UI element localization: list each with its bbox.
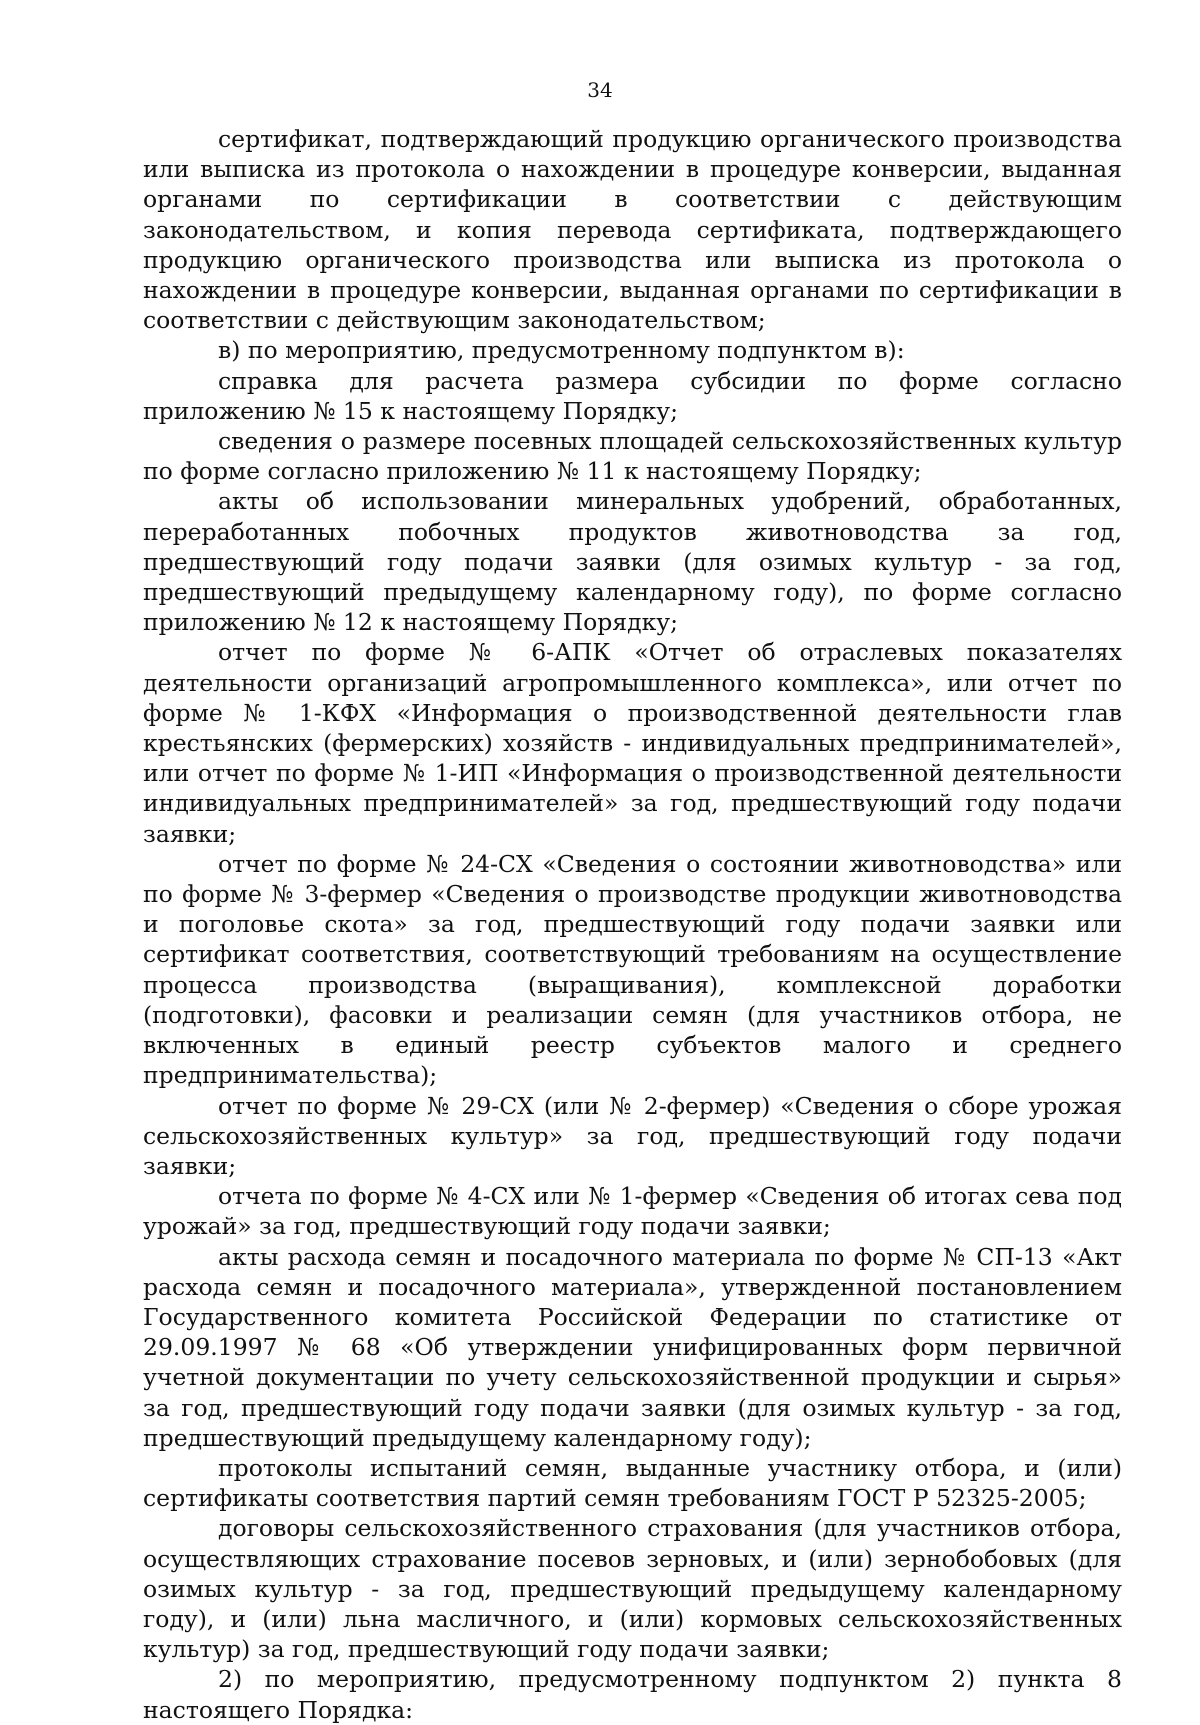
paragraph-seed-usage-acts: акты расхода семян и посадочного материала по форме № СП-13 «Акт расхода семян и посадочного материала», утвержденной постановлением Государственного комитета Российской Федерации по статистике от 29.09.1997 № 68 «Об утверждении унифицированных форм первичной учетной документации по учету сельскохозяйственной продукции и сырья» за год, предшествующий году подачи заявки (для озимых культур - за год, предшествующий предыдущему календарному году); bbox=[143, 1242, 1122, 1452]
paragraph-seed-test-protocols: протоколы испытаний семян, выданные участнику отбора, и (или) сертификаты соответствия партий семян требованиям ГОСТ Р 52325-2005; bbox=[143, 1453, 1122, 1513]
paragraph-subsidy-calc-reference: справка для расчета размера субсидии по форме согласно приложению № 15 к настоящему Порядку; bbox=[143, 366, 1122, 425]
paragraph-certificate: сертификат, подтверждающий продукцию органического производства или выписка из протокола о нахождении в процедуре конверсии, выданная органами по сертификации в соответствии с действующим законодательством, и копия перевода сертификата, подтверждающего продукцию органического производства или выписка из протокола о нахождении в процедуре конверсии, выданная органами по сертификации в соответствии с действующим законодательством; bbox=[143, 125, 1122, 335]
paragraph-fertilizer-acts: акты об использовании минеральных удобрений, обработанных, переработанных побочных продуктов животноводства за год, предшествующий году подачи заявки (для озимых культур - за год, предшествующий предыдущему календарному году), по форме согласно приложению № 12 к настоящему Порядку; bbox=[143, 487, 1122, 637]
paragraph-report-4-sx: отчета по форме № 4-СХ или № 1-фермер «Сведения об итогах сева под урожай» за год, предшествующий году подачи заявки; bbox=[143, 1182, 1122, 1241]
paragraph-subitem-v-heading: в) по мероприятию, предусмотренному подпунктом в): bbox=[218, 336, 905, 365]
paragraph-insurance-contracts: договоры сельскохозяйственного страхования (для участников отбора, осуществляющих страхование посевов зерновых, и (или) зернобобовых (для озимых культур - за год, предшествующий предыдущему календарному году), и (или) льна масличного, и (или) кормовых сельскохозяйственных культур) за год, предшествующий году подачи заявки; bbox=[143, 1514, 1122, 1664]
page-number: 34 bbox=[587, 78, 613, 102]
paragraph-report-6-apk: отчет по форме № 6-АПК «Отчет об отраслевых показателях деятельности организаций агропромышленного комплекса», или отчет по форме № 1-КФХ «Информация о производственной деятельности глав крестьянских (фермерских) хозяйств - индивидуальных предпринимателей», или отчет по форме № 1-ИП «Информация о производственной деятельности индивидуальных предпринимателей» за год, предшествующий году подачи заявки; bbox=[143, 638, 1122, 848]
paragraph-report-29-sx: отчет по форме № 29-СХ (или № 2-фермер) «Сведения о сборе урожая сельскохозяйственных культур» за год, предшествующий году подачи заявки; bbox=[143, 1091, 1122, 1180]
document-body bbox=[143, 124, 1122, 1725]
paragraph-report-24-sx: отчет по форме № 24-СХ «Сведения о состоянии животноводства» или по форме № 3-фермер «Сведения о производстве продукции животноводства и поголовье скота» за год, предшествующий году подачи заявки или сертификат соответствия, соответствующий требованиям на осуществление процесса производства (выращивания), комплексной доработки (подготовки), фасовки и реализации семян (для участников отбора, не включенных в единый реестр субъектов малого и среднего предпринимательства); bbox=[143, 849, 1122, 1090]
paragraph-sown-area-info: сведения о размере посевных площадей сельскохозяйственных культур по форме согласно приложению № 11 к настоящему Порядку; bbox=[143, 427, 1122, 486]
paragraph-subitem-2-heading: 2) по мероприятию, предусмотренному подпунктом 2) пункта 8 настоящего Порядка: bbox=[143, 1665, 1122, 1724]
